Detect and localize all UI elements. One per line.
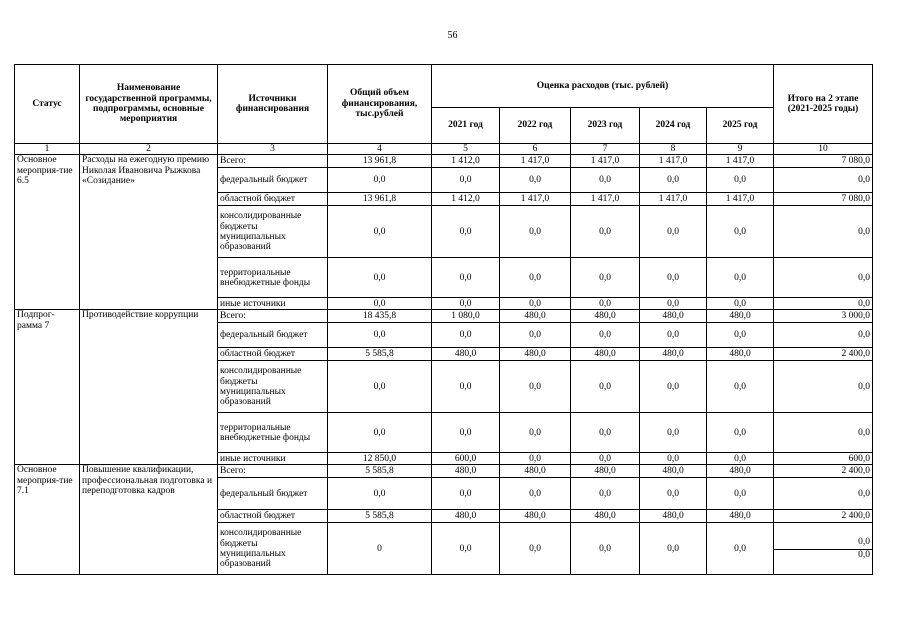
header-year-2025: 2025 год [707,108,774,144]
year-cell: 480,0 [707,348,774,361]
status-cell: Основное мероприя-тие 6.5 [15,155,80,310]
header-stage-total: Итого на 2 этапе (2021-2025 годы) [774,65,873,144]
stage-cell: 3 000,0 [774,310,873,323]
year-cell: 0,0 [640,206,707,258]
year-cell: 480,0 [571,510,640,523]
year-cell: 0,0 [571,323,640,348]
source-cell: консолидированные бюджеты муниципальных образований [218,206,328,258]
total-cell: 0,0 [328,323,432,348]
stage-cell-upper: 0,0 [774,537,872,550]
year-cell: 1 417,0 [500,193,571,206]
year-cell: 0,0 [640,298,707,310]
year-cell: 0,0 [432,168,500,193]
header-year-2024: 2024 год [640,108,707,144]
year-cell: 1 412,0 [432,193,500,206]
year-cell: 0,0 [432,323,500,348]
year-cell: 0,0 [707,323,774,348]
header-total-volume: Общий объем финансирования, тыс.рублей [328,65,432,144]
stage-cell: 2 400,0 [774,510,873,523]
year-cell: 0,0 [432,478,500,510]
year-cell: 0,0 [707,478,774,510]
stage-cell: 2 400,0 [774,348,873,361]
year-cell: 1 417,0 [500,155,571,168]
year-cell: 1 080,0 [432,310,500,323]
year-cell: 0,0 [571,523,640,575]
year-cell: 1 417,0 [707,193,774,206]
source-cell: территориальные внебюджетные фонды [218,258,328,298]
total-cell: 0,0 [328,298,432,310]
year-cell: 0,0 [500,206,571,258]
year-cell: 0,0 [500,361,571,413]
table-row [15,465,873,478]
year-cell: 0,0 [432,206,500,258]
stage-cell: 0,0 [774,258,873,298]
column-number-row [15,144,873,155]
year-cell: 0,0 [571,453,640,465]
year-cell: 1 417,0 [571,193,640,206]
year-cell: 0,0 [707,258,774,298]
year-cell: 0,0 [640,323,707,348]
status-cell: Основное мероприя-тие 7.1 [15,465,80,575]
header-estimate: Оценка расходов (тыс. рублей) [432,65,774,108]
year-cell: 0,0 [432,361,500,413]
year-cell: 480,0 [432,348,500,361]
source-cell: областной бюджет [218,193,328,206]
column-number: 7 [571,144,640,155]
year-cell: 0,0 [640,168,707,193]
year-cell: 0,0 [500,453,571,465]
name-cell: Расходы на ежегодную премию Николая Ивановича Рыжкова «Созидание» [80,155,218,310]
year-cell: 480,0 [571,310,640,323]
year-cell: 480,0 [707,465,774,478]
total-cell: 0,0 [328,206,432,258]
year-cell: 480,0 [500,348,571,361]
year-cell: 480,0 [571,465,640,478]
stage-cell: 7 080,0 [774,193,873,206]
year-cell: 0,0 [571,168,640,193]
year-cell: 480,0 [640,510,707,523]
source-cell: областной бюджет [218,348,328,361]
year-cell: 0,0 [500,258,571,298]
column-number: 6 [500,144,571,155]
source-cell: консолидированные бюджеты муниципальных образований [218,361,328,413]
column-number: 2 [80,144,218,155]
column-number: 3 [218,144,328,155]
year-cell: 480,0 [640,348,707,361]
source-cell: федеральный бюджет [218,168,328,193]
year-cell: 0,0 [500,168,571,193]
year-cell: 1 417,0 [640,155,707,168]
year-cell: 480,0 [500,510,571,523]
total-cell: 13 961,8 [328,155,432,168]
year-cell: 480,0 [432,510,500,523]
year-cell: 0,0 [707,206,774,258]
name-cell: Противодействие коррупции [80,310,218,465]
year-cell: 480,0 [640,465,707,478]
source-cell: Всего: [218,465,328,478]
year-cell: 0,0 [707,453,774,465]
total-cell: 0,0 [328,413,432,453]
total-cell: 18 435,8 [328,310,432,323]
year-cell: 480,0 [707,510,774,523]
source-cell: консолидированные бюджеты муниципальных образований [218,523,328,575]
header-status: Статус [15,65,80,144]
page-number: 56 [447,30,458,41]
year-cell: 0,0 [571,298,640,310]
year-cell: 480,0 [571,348,640,361]
financing-table [14,64,873,575]
total-cell: 0,0 [328,168,432,193]
year-cell: 0,0 [432,258,500,298]
total-cell: 0,0 [328,258,432,298]
year-cell: 1 412,0 [432,155,500,168]
year-cell: 480,0 [640,310,707,323]
total-cell: 0,0 [328,361,432,413]
year-cell: 0,0 [707,361,774,413]
stage-cell: 0,0 [774,298,873,310]
column-number: 1 [15,144,80,155]
year-cell: 0,0 [640,453,707,465]
year-cell: 0,0 [640,258,707,298]
year-cell: 1 417,0 [640,193,707,206]
header-year-2022: 2022 год [500,108,571,144]
year-cell: 0,0 [640,361,707,413]
total-cell: 5 585,8 [328,348,432,361]
source-cell: федеральный бюджет [218,478,328,510]
stage-cell: 600,0 [774,453,873,465]
column-number: 5 [432,144,500,155]
stage-cell: 7 080,0 [774,155,873,168]
year-cell: 0,0 [500,323,571,348]
stage-cell [774,523,873,575]
year-cell: 0,0 [500,478,571,510]
year-cell: 1 417,0 [707,155,774,168]
year-cell: 480,0 [707,310,774,323]
header-sources: Источники финансирования [218,65,328,144]
year-cell: 0,0 [640,478,707,510]
year-cell: 0,0 [640,413,707,453]
column-number: 4 [328,144,432,155]
source-cell: территориальные внебюджетные фонды [218,413,328,453]
year-cell: 0,0 [571,413,640,453]
year-cell: 0,0 [432,523,500,575]
source-cell: Всего: [218,155,328,168]
stage-cell: 0,0 [774,168,873,193]
year-cell: 480,0 [500,310,571,323]
year-cell: 0,0 [432,298,500,310]
year-cell: 480,0 [500,465,571,478]
stage-cell: 0,0 [774,206,873,258]
stage-cell: 2 400,0 [774,465,873,478]
year-cell: 0,0 [571,258,640,298]
year-cell: 0,0 [707,523,774,575]
year-cell: 0,0 [571,478,640,510]
source-cell: федеральный бюджет [218,323,328,348]
status-cell: Подпрог-рамма 7 [15,310,80,465]
column-number: 9 [707,144,774,155]
stage-cell: 0,0 [774,478,873,510]
source-cell: иные источники [218,453,328,465]
header-year-2021: 2021 год [432,108,500,144]
stage-cell: 0,0 [774,323,873,348]
year-cell: 600,0 [432,453,500,465]
stage-cell: 0,0 [774,361,873,413]
year-cell: 0,0 [640,523,707,575]
year-cell: 0,0 [707,413,774,453]
year-cell: 480,0 [432,465,500,478]
stage-cell-lower: 0,0 [858,550,871,561]
total-cell: 0,0 [328,478,432,510]
total-cell: 13 961,8 [328,193,432,206]
column-number: 8 [640,144,707,155]
year-cell: 0,0 [432,413,500,453]
year-cell: 0,0 [707,298,774,310]
header-name: Наименование государственной программы, подпрограммы, основные мероприятия [80,65,218,144]
source-cell: иные источники [218,298,328,310]
column-number: 10 [774,144,873,155]
year-cell: 0,0 [500,298,571,310]
year-cell: 0,0 [500,413,571,453]
year-cell: 1 417,0 [571,155,640,168]
stage-cell: 0,0 [774,413,873,453]
source-cell: областной бюджет [218,510,328,523]
total-cell: 5 585,8 [328,510,432,523]
total-cell: 12 850,0 [328,453,432,465]
table-row [15,310,873,323]
name-cell: Повышение квалификации, профессиональная подготовка и переподготовка кадров [80,465,218,575]
year-cell: 0,0 [500,523,571,575]
year-cell: 0,0 [571,206,640,258]
total-cell: 5 585,8 [328,465,432,478]
header-year-2023: 2023 год [571,108,640,144]
year-cell: 0,0 [571,361,640,413]
source-cell: Всего: [218,310,328,323]
year-cell: 0,0 [707,168,774,193]
total-cell: 0 [328,523,432,575]
table-row [15,155,873,168]
